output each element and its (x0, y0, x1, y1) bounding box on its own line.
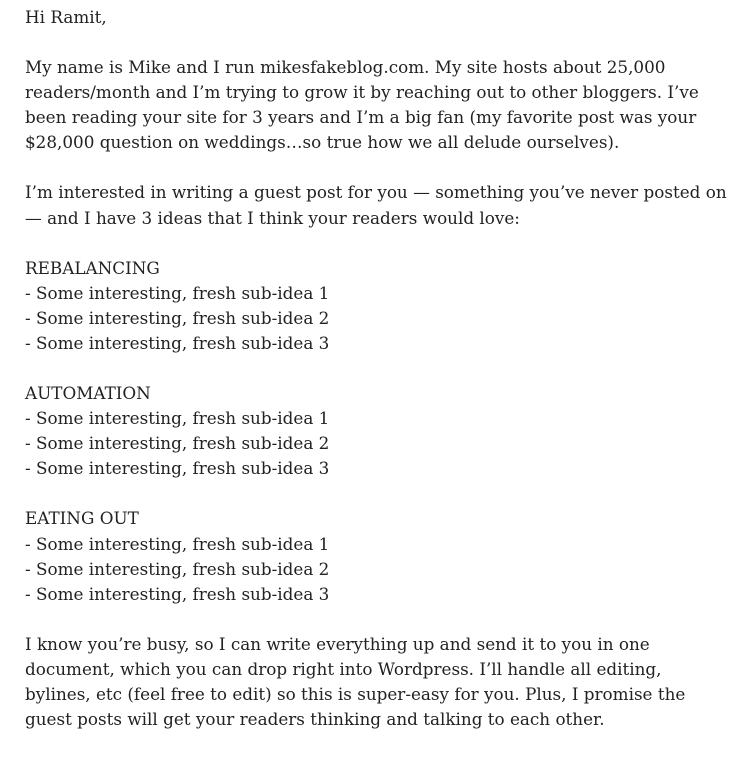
closing-line: guest posts will get your readers thinking and talking to each other. (25, 709, 605, 730)
idea-heading: AUTOMATION (25, 383, 151, 404)
idea-section-automation (25, 381, 725, 481)
pitch-line: I’m interested in writing a guest post for you — something you’ve never posted on (25, 182, 727, 203)
idea-item: - Some interesting, fresh sub-idea 1 (25, 533, 330, 554)
intro-line: My name is Mike and I run mikesfakeblog.com. My site hosts about 25,000 (25, 57, 666, 78)
greeting-line: Hi Ramit, (25, 7, 107, 27)
closing-line: I know you’re busy, so I can write everything up and send it to you in one (25, 633, 650, 654)
pitch-line: — and I have 3 ideas that I think your readers would love: (25, 207, 520, 228)
idea-heading: REBALANCING (25, 257, 160, 278)
idea-item: - Some interesting, fresh sub-idea 2 (25, 433, 330, 454)
email-body (25, 5, 725, 757)
idea-section-eating-out (25, 506, 725, 606)
intro-line: been reading your site for 3 years and I’m a big fan (my favorite post was your (25, 107, 697, 128)
closing-line: bylines, etc (feel free to edit) so this is super-easy for you. Plus, I promise the (25, 683, 686, 704)
idea-item: - Some interesting, fresh sub-idea 3 (25, 332, 330, 353)
closing-line: document, which you can drop right into Wordpress. I’ll handle all editing, (25, 658, 662, 679)
pitch-paragraph (25, 180, 725, 230)
idea-item: - Some interesting, fresh sub-idea 1 (25, 282, 330, 303)
greeting (25, 5, 725, 30)
idea-item: - Some interesting, fresh sub-idea 3 (25, 583, 330, 604)
intro-paragraph (25, 55, 725, 155)
idea-section-rebalancing (25, 256, 725, 356)
idea-item: - Some interesting, fresh sub-idea 2 (25, 558, 330, 579)
closing-paragraph (25, 632, 725, 732)
idea-item: - Some interesting, fresh sub-idea 3 (25, 458, 330, 479)
intro-line: readers/month and I’m trying to grow it by reaching out to other bloggers. I’ve (25, 82, 699, 103)
idea-heading: EATING OUT (25, 508, 139, 529)
intro-line: $28,000 question on weddings…so true how we all delude ourselves). (25, 132, 620, 153)
idea-item: - Some interesting, fresh sub-idea 2 (25, 307, 330, 328)
idea-item: - Some interesting, fresh sub-idea 1 (25, 408, 330, 429)
